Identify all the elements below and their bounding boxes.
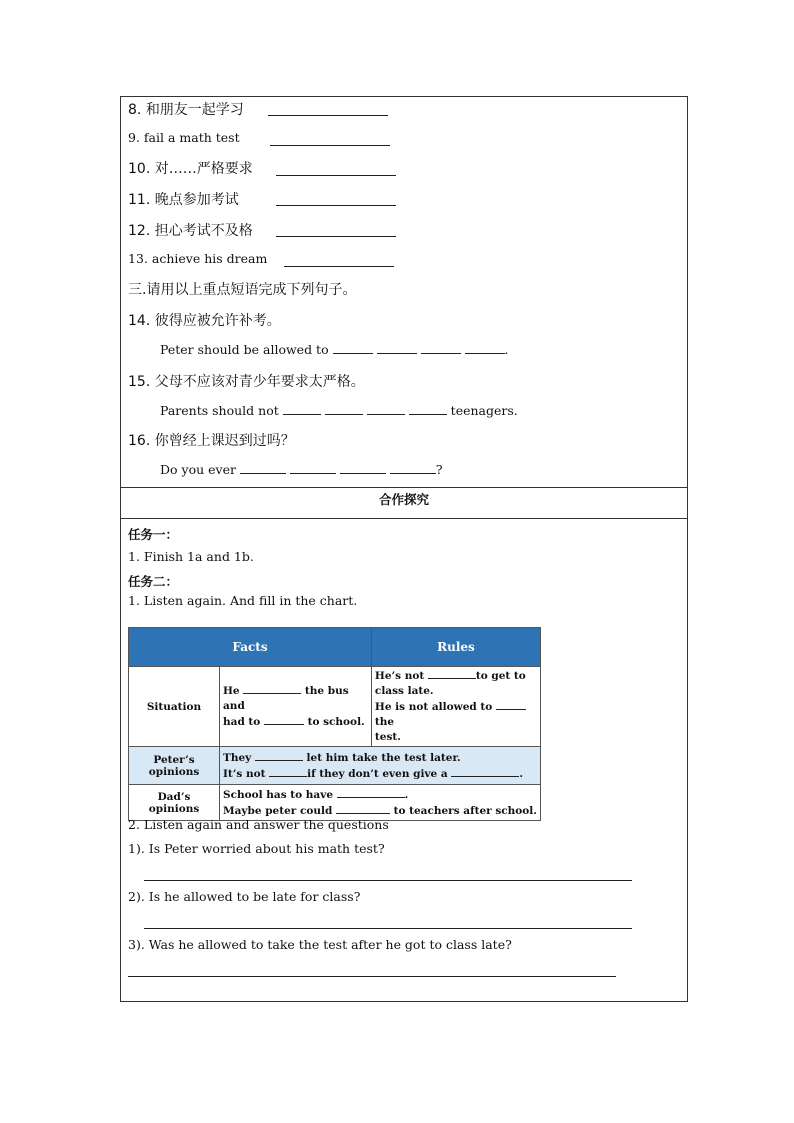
answer-blank[interactable] [283,404,321,415]
divider [120,518,688,519]
answer-blank[interactable] [409,404,447,415]
answer-blank[interactable] [284,254,394,267]
answer-blank[interactable] [428,668,476,679]
answer-blank[interactable] [340,463,386,474]
answer-blank[interactable] [269,766,307,777]
answer-blank[interactable] [451,766,519,777]
questions-title: 2. Listen again and answer the questions [128,817,389,832]
answer-blank[interactable] [333,343,373,354]
answer-blank[interactable] [270,133,390,146]
answer-blank[interactable] [325,404,363,415]
answer-blank[interactable] [268,103,388,116]
answer-blank[interactable] [336,803,390,814]
task1-title: 任务一： [128,527,179,542]
row-label-peter: Peter’s opinions [129,747,220,785]
answer-blank[interactable] [465,343,505,354]
answer-line[interactable] [144,928,632,929]
answer-blank[interactable] [240,463,286,474]
divider [120,487,688,488]
vocab-item: 9. fail a math test [128,130,240,145]
question: 1). Is Peter worried about his math test? [128,841,385,856]
sentence-cn: 15. 父母不应该对青少年要求太严格。 [128,374,365,390]
sentence-en: Peter should be allowed to . [160,342,509,357]
answer-blank[interactable] [243,683,301,694]
header-rules: Rules [371,628,540,667]
answer-blank[interactable] [377,343,417,354]
sentence-cn: 14. 彼得应被允许补考。 [128,313,281,329]
answer-blank[interactable] [276,193,396,206]
facts-rules-chart [128,627,541,821]
dad-opinions: School has to have . Maybe peter could to teachers after school. [220,785,541,821]
task1-item: 1. Finish 1a and 1b. [128,549,254,564]
section-title: 合作探究 [378,492,429,507]
row-label-dad: Dad’s opinions [129,785,220,821]
sentence-cn: 16. 你曾经上课迟到过吗？ [128,433,295,449]
answer-line[interactable] [128,976,616,977]
row-label-situation: Situation [129,667,220,747]
situation-rules: He’s not to get to class late. He is not allowed to the test. [371,667,540,747]
header-facts: Facts [129,628,372,667]
answer-blank[interactable] [264,714,304,725]
vocab-item: 12. 担心考试不及格 [128,223,253,239]
answer-blank[interactable] [496,699,526,710]
section-3-title: 三.请用以上重点短语完成下列句子。 [128,282,357,298]
answer-blank[interactable] [255,750,303,761]
task2-item: 1. Listen again. And fill in the chart. [128,593,358,608]
vocab-item: 13. achieve his dream [128,251,268,266]
answer-blank[interactable] [367,404,405,415]
sentence-en: Parents should not teenagers. [160,403,518,418]
question: 2). Is he allowed to be late for class? [128,889,361,904]
answer-blank[interactable] [290,463,336,474]
answer-line[interactable] [144,880,632,881]
vocab-item: 10. 对……严格要求 [128,161,253,177]
answer-blank[interactable] [276,224,396,237]
sentence-en: Do you ever ? [160,462,443,477]
situation-facts: He the bus and had to to school. [220,667,372,747]
answer-blank[interactable] [421,343,461,354]
task2-title: 任务二： [128,574,179,589]
question: 3). Was he allowed to take the test after he got to class late? [128,937,512,952]
answer-blank[interactable] [276,163,396,176]
answer-blank[interactable] [390,463,436,474]
vocab-item: 11. 晚点参加考试 [128,192,239,208]
vocab-item: 8. 和朋友一起学习 [128,102,244,118]
peter-opinions: They let him take the test later. It’s not if they don’t even give a . [220,747,541,785]
answer-blank[interactable] [337,787,405,798]
